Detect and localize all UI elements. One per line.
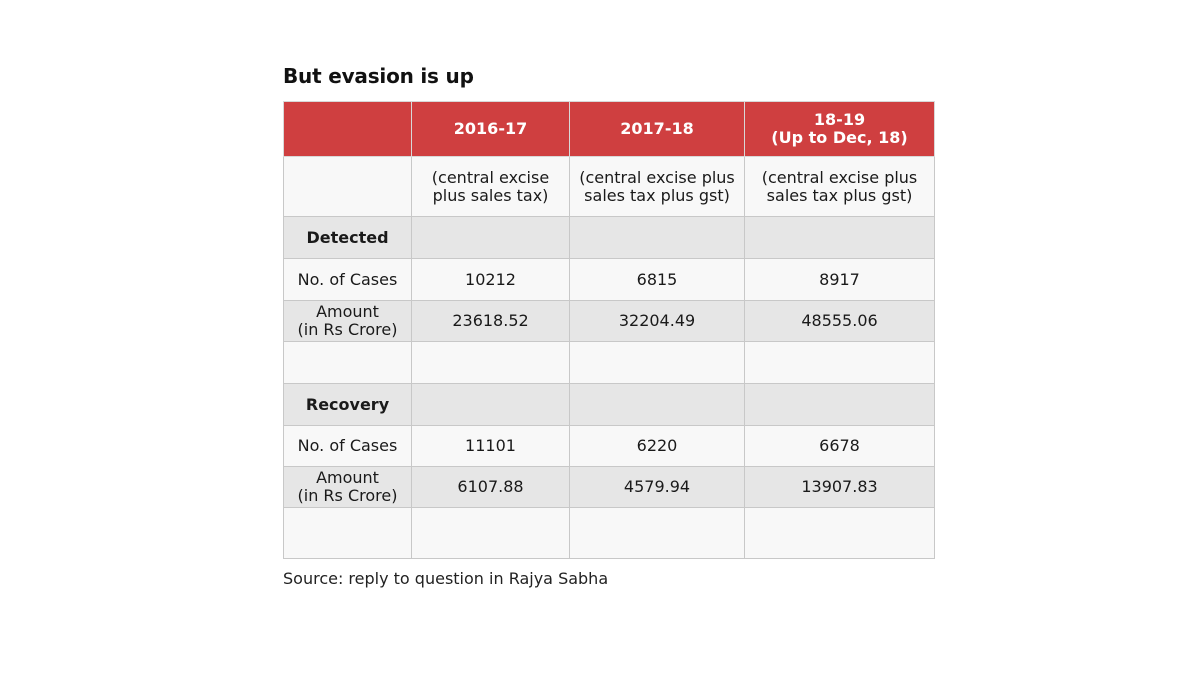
table-cell	[745, 384, 935, 426]
header-cell-empty	[284, 102, 412, 157]
header-cell-2017-18: 2017-18	[570, 102, 745, 157]
row-label: Amount (in Rs Crore)	[284, 301, 412, 342]
table-row-blank	[284, 508, 935, 559]
evasion-table	[283, 101, 935, 559]
table-cell: 13907.83	[745, 467, 935, 508]
row-label: No. of Cases	[284, 426, 412, 467]
table-cell	[570, 217, 745, 259]
table-cell: 32204.49	[570, 301, 745, 342]
section-row-recovery	[284, 384, 935, 426]
table-cell: 6815	[570, 259, 745, 301]
row-label: No. of Cases	[284, 259, 412, 301]
subheader-cell-2016-17: (central excise plus sales tax)	[412, 157, 570, 217]
table-cell: 6107.88	[412, 467, 570, 508]
table-cell: 48555.06	[745, 301, 935, 342]
table-row-recovery-cases	[284, 426, 935, 467]
subheader-cell-2017-18: (central excise plus sales tax plus gst)	[570, 157, 745, 217]
header-cell-18-19: 18-19 (Up to Dec, 18)	[745, 102, 935, 157]
table-cell	[284, 508, 412, 559]
table-cell	[745, 217, 935, 259]
table-row-blank	[284, 342, 935, 384]
table-cell: 6220	[570, 426, 745, 467]
table-cell	[570, 384, 745, 426]
table-row-recovery-amount	[284, 467, 935, 508]
row-label: Amount (in Rs Crore)	[284, 467, 412, 508]
table-cell	[412, 384, 570, 426]
table-cell: 11101	[412, 426, 570, 467]
table-cell	[412, 217, 570, 259]
table-cell	[284, 342, 412, 384]
section-row-detected	[284, 217, 935, 259]
table-cell: 23618.52	[412, 301, 570, 342]
table-cell: 10212	[412, 259, 570, 301]
table-cell	[570, 342, 745, 384]
table-row-detected-cases	[284, 259, 935, 301]
table-cell: 8917	[745, 259, 935, 301]
section-label-recovery: Recovery	[284, 384, 412, 426]
table-cell	[745, 342, 935, 384]
source-note: Source: reply to question in Rajya Sabha	[283, 569, 609, 588]
header-row	[284, 102, 935, 157]
table-cell: 4579.94	[570, 467, 745, 508]
subheader-row	[284, 157, 935, 217]
table-cell: 6678	[745, 426, 935, 467]
subheader-cell-18-19: (central excise plus sales tax plus gst)	[745, 157, 935, 217]
table-cell	[570, 508, 745, 559]
table-row-detected-amount	[284, 301, 935, 342]
table-cell	[412, 342, 570, 384]
table-cell	[745, 508, 935, 559]
table-cell	[412, 508, 570, 559]
chart-title: But evasion is up	[283, 64, 474, 88]
header-cell-2016-17: 2016-17	[412, 102, 570, 157]
subheader-cell-empty	[284, 157, 412, 217]
section-label-detected: Detected	[284, 217, 412, 259]
